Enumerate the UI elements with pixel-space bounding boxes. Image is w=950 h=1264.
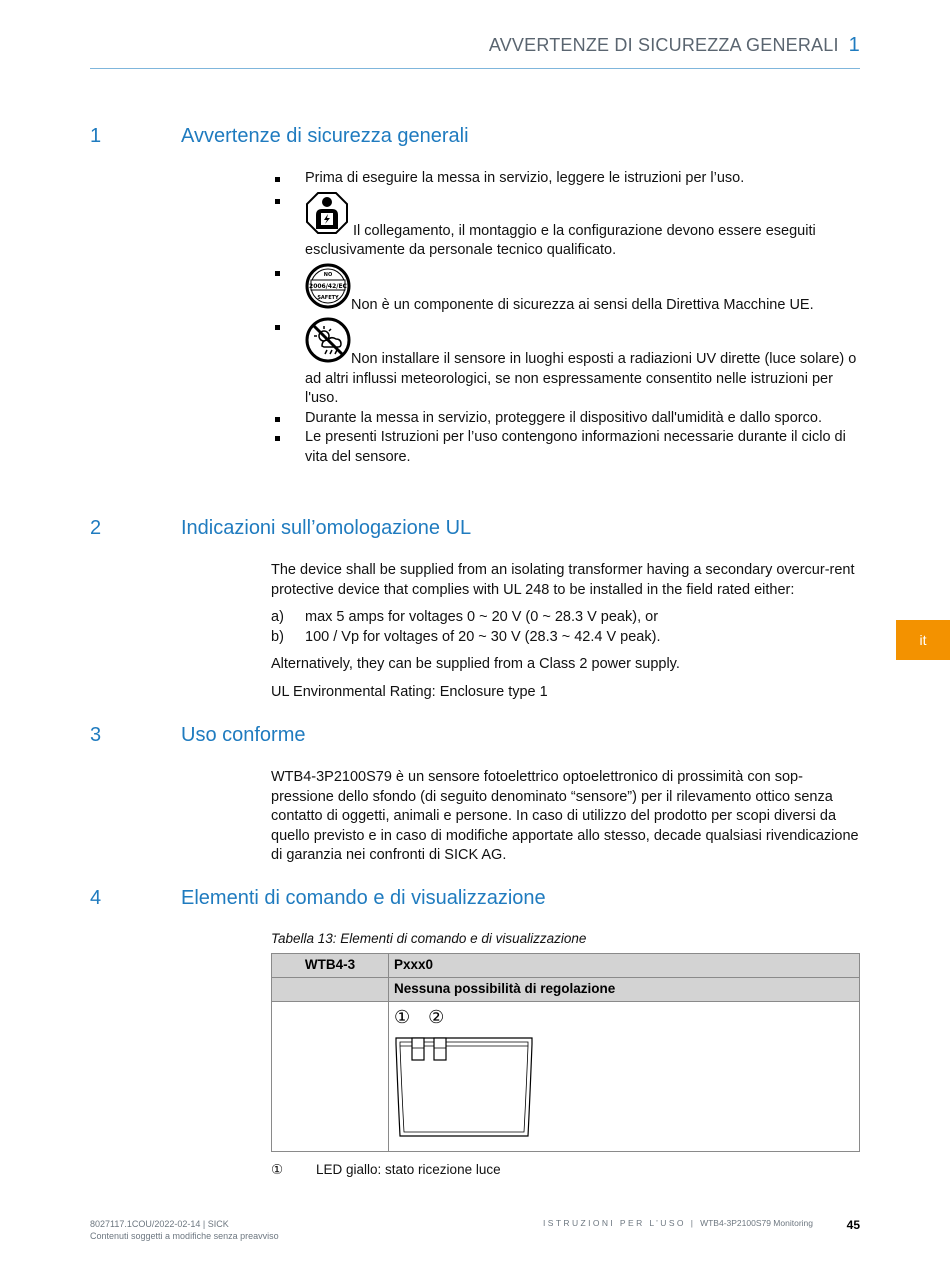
header-divider <box>90 68 860 69</box>
list-item: Il collegamento, il montaggio e la configurazione devono essere eseguiti esclusivamente da personale tecnico qualificato. <box>271 191 861 261</box>
running-header-chapter: 1 <box>848 34 860 56</box>
table-cell-empty <box>272 978 389 1002</box>
position-markers <box>394 1007 854 1028</box>
table-row <box>272 1002 860 1152</box>
list-item: NO 2006/42/EC SAFETY Non è un componente di sicurezza ai sensi della Direttiva Macchine UE. <box>271 263 861 316</box>
running-header-title: AVVERTENZE DI SICUREZZA GENERALI <box>488 35 839 55</box>
table-caption: Tabella 13: Elementi di comando e di visualizzazione <box>271 931 587 946</box>
footer-doc-number: 8027117.1COU/2022-02-14 | SICK <box>90 1219 229 1229</box>
section-2-number: 2 <box>90 517 102 539</box>
list-item: Prima di eseguire la messa in servizio, leggere le istruzioni per l’uso. <box>271 169 861 189</box>
controls-table <box>271 953 860 1152</box>
safety-list <box>271 169 861 467</box>
table-row <box>272 978 860 1002</box>
section-3-title: Uso conforme <box>181 724 306 746</box>
ul-intro: The device shall be supplied from an isolating transformer having a secondary overcur-rent protective device that complies with UL 248 to be installed in the field rated either: <box>271 562 855 598</box>
usage-paragraph: WTB4-3P2100S79 è un sensore fotoelettrico optoelettronico di prossimità con sop-pressione dello sfondo (di seguito denominato “sensore”) per il rilevamento ottico senza contatto di oggetti, animali e persone. In caso di utilizzo del prodotto per scopi diversi da quello previsto e in caso di modifiche apportate allo stesso, decade qualsiasi rivendicazione di garanzia nei confronti di SICK AG. <box>271 769 859 863</box>
legend-marker: ① <box>271 1162 284 1178</box>
footer-manual-title: ISTRUZIONI PER L’USO | WTB4-3P2100S79 Monitoring <box>543 1218 813 1228</box>
table-cell-drawing <box>389 1002 860 1152</box>
table-cell-adjustment: Nessuna possibilità di regolazione <box>389 978 860 1002</box>
language-tab: it <box>896 620 950 660</box>
list-item: Non installare il sensore in luoghi esposti a radiazioni UV dirette (luce solare) o ad altri influssi meteorologici, se non espressamente consentito nelle istruzioni per l'uso. <box>271 317 861 409</box>
section-4-number: 4 <box>90 887 102 909</box>
section-4-title: Elementi di comando e di visualizzazione <box>181 887 546 909</box>
list-item: b) 100 / Vp for voltages of 20 ~ 30 V (28.3 ~ 42.4 V peak). <box>271 628 661 645</box>
footer-product: WTB4-3P2100S79 Monitoring <box>700 1218 813 1228</box>
table-legend <box>271 1162 501 1178</box>
table-header-model: WTB4-3 <box>272 954 389 978</box>
list-item: a) max 5 amps for voltages 0 ~ 20 V (0 ~ 28.3 V peak), or <box>271 609 659 625</box>
badge-safety: SAFETY <box>317 294 339 301</box>
list-item: Durante la messa in servizio, proteggere il dispositivo dall'umidità e dallo sporco. <box>271 409 861 429</box>
footer-doc-info <box>90 1218 279 1242</box>
section-1-title: Avvertenze di sicurezza generali <box>181 125 469 147</box>
ul-alternative: Alternatively, they can be supplied from a Class 2 power supply. <box>271 656 680 672</box>
table-header-variant: Pxxx0 <box>389 954 860 978</box>
sensor-drawing <box>394 1036 534 1142</box>
ul-environmental-rating: UL Environmental Rating: Enclosure type 1 <box>271 683 548 700</box>
badge-no: NO <box>323 271 333 278</box>
page-number: 45 <box>846 1218 860 1232</box>
section-3-number: 3 <box>90 724 102 746</box>
table-cell-empty <box>272 1002 389 1152</box>
no-machinery-directive-safety-icon <box>305 263 351 316</box>
qualified-personnel-icon <box>305 191 349 242</box>
no-uv-weather-icon <box>305 317 351 370</box>
section-2-title: Indicazioni sull’omologazione UL <box>181 517 472 539</box>
position-marker-2: ② <box>428 1007 445 1028</box>
ul-approval-block <box>271 561 861 710</box>
running-header <box>489 34 860 57</box>
position-marker-1: ① <box>394 1007 411 1028</box>
footer-note: Contenuti soggetti a modifiche senza preavviso <box>90 1231 279 1241</box>
ul-rating-list <box>271 608 861 647</box>
section-1-number: 1 <box>90 125 102 147</box>
legend-text: LED giallo: stato ricezione luce <box>316 1162 501 1177</box>
list-item: Le presenti Istruzioni per l’uso contengono informazioni necessarie durante il ciclo di vita del sensore. <box>271 428 861 467</box>
table-row <box>272 954 860 978</box>
badge-directive: 2006/42/EC <box>309 282 347 290</box>
